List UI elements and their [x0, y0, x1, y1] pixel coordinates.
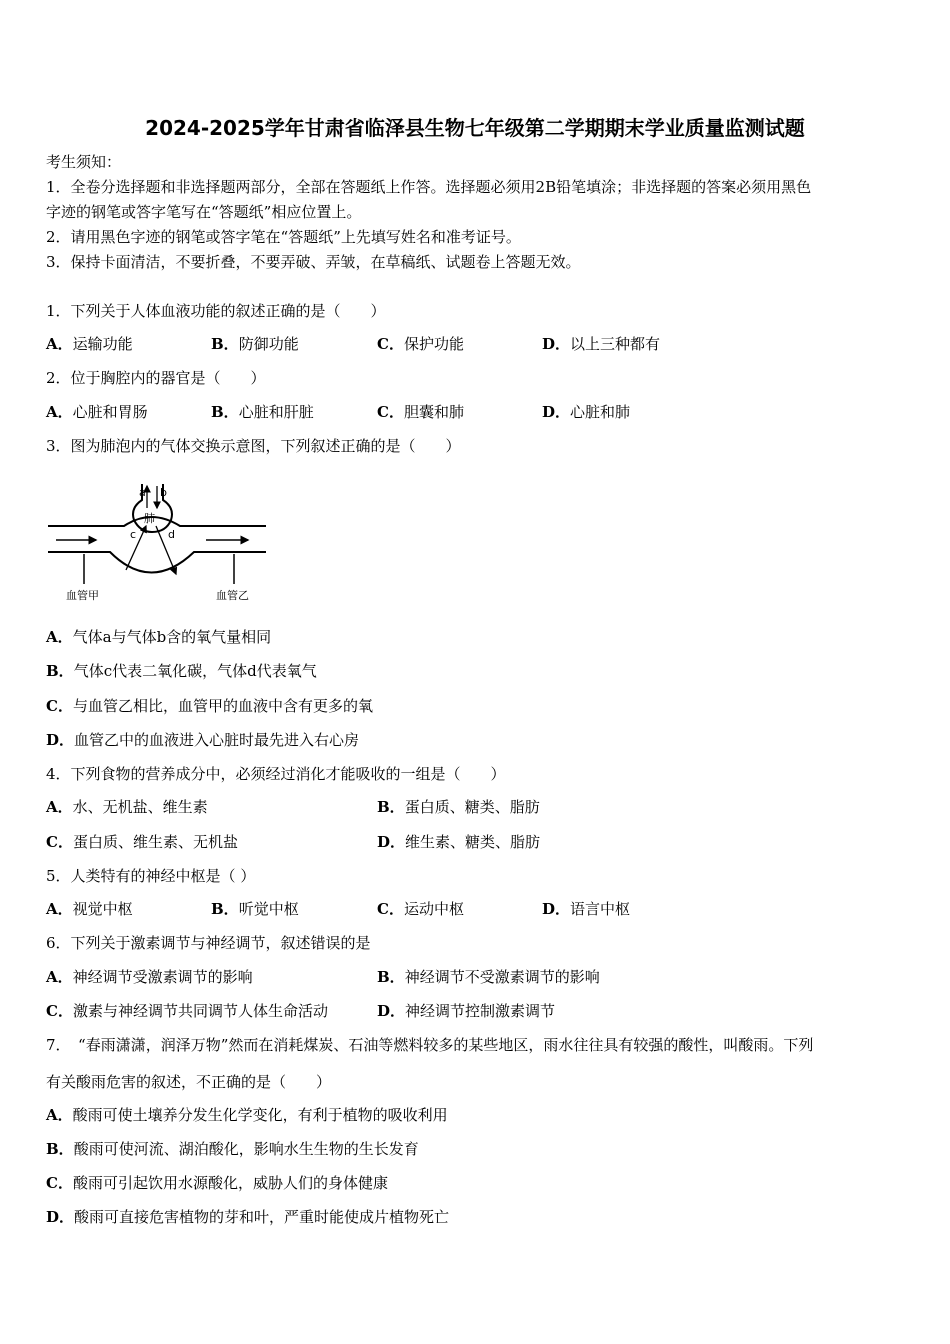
- label-a: a: [139, 486, 146, 499]
- option-c: C．胆囊和肺: [377, 403, 464, 421]
- option-d: D．以上三种都有: [542, 335, 661, 353]
- option-d: D．语言中枢: [542, 900, 631, 918]
- option-b: B．酸雨可使河流、湖泊酸化，影响水生生物的生长发育: [46, 1140, 419, 1158]
- notice-line: 3．保持卡面清洁，不要折叠，不要弄破、弄皱，在草稿纸、试题卷上答题无效。: [46, 253, 581, 271]
- option-c: C．运动中枢: [377, 900, 464, 918]
- option-a: A．心脏和胃肠: [46, 403, 148, 421]
- option-c: C．激素与神经调节共同调节人体生命活动: [46, 1002, 328, 1020]
- question-stem: 2．位于胸腔内的器官是（ ）: [46, 369, 266, 387]
- question-stem: 4．下列食物的营养成分中，必须经过消化才能吸收的一组是（ ）: [46, 765, 506, 783]
- question-stem-continued: 有关酸雨危害的叙述，不正确的是（ ）: [46, 1073, 332, 1091]
- option-b: B．防御功能: [211, 335, 299, 353]
- label-b: b: [160, 486, 167, 499]
- option-b: B．神经调节不受激素调节的影响: [377, 968, 600, 986]
- option-b: B．气体c代表二氧化碳，气体d代表氧气: [46, 662, 317, 680]
- question-stem: 7． “春雨潇潇，润泽万物”然而在消耗煤炭、石油等燃料较多的某些地区，雨水往往具有较强的酸性，叫酸雨。下列: [46, 1036, 814, 1054]
- label-d: d: [168, 528, 175, 541]
- option-a: A．酸雨可使土壤养分发生化学变化，有利于植物的吸收利用: [46, 1106, 448, 1124]
- option-d: D．血管乙中的血液进入心脏时最先进入右心房: [46, 731, 360, 749]
- option-c: C．与血管乙相比，血管甲的血液中含有更多的氧: [46, 697, 373, 715]
- option-d: D．酸雨可直接危害植物的芽和叶，严重时能使成片植物死亡: [46, 1208, 450, 1226]
- option-c: C．蛋白质、维生素、无机盐: [46, 833, 238, 851]
- option-a: A．气体a与气体b含的氧气量相同: [46, 628, 272, 646]
- option-b: B．蛋白质、糖类、脂肪: [377, 798, 540, 816]
- option-b: B．心脏和肝脏: [211, 403, 314, 421]
- alveolus-gas-exchange-diagram: [44, 478, 270, 606]
- notice-line: 2．请用黑色字迹的钢笔或答字笔在“答题纸”上先填写姓名和准考证号。: [46, 228, 521, 246]
- label-vessel-right: 血管乙: [216, 589, 249, 602]
- option-d: D．心脏和肺: [542, 403, 631, 421]
- page-title: 2024-2025学年甘肃省临泽县生物七年级第二学期期末学业质量监测试题: [145, 116, 805, 140]
- diagram-svg: [44, 478, 270, 606]
- label-alveolus: 肺: [144, 512, 155, 525]
- question-stem: 5．人类特有的神经中枢是（ ）: [46, 867, 256, 885]
- vessel-upper-wall: [48, 517, 266, 526]
- option-c: C．酸雨可引起饮用水源酸化，威胁人们的身体健康: [46, 1174, 388, 1192]
- notice-heading: 考生须知：: [46, 153, 122, 171]
- option-d: D．神经调节控制激素调节: [377, 1002, 556, 1020]
- notice-line: 字迹的钢笔或答字笔写在“答题纸”相应位置上。: [46, 203, 362, 221]
- option-c: C．保护功能: [377, 335, 464, 353]
- option-d: D．维生素、糖类、脂肪: [377, 833, 541, 851]
- question-stem: 1．下列关于人体血液功能的叙述正确的是（ ）: [46, 302, 386, 320]
- label-vessel-left: 血管甲: [66, 589, 99, 602]
- label-c: c: [130, 528, 137, 541]
- question-stem: 6．下列关于激素调节与神经调节，叙述错误的是: [46, 934, 371, 952]
- notice-line: 1．全卷分选择题和非选择题两部分，全部在答题纸上作答。选择题必须用2B铅笔填涂；非选择题的答案必须用黑色: [46, 178, 812, 196]
- question-stem: 3．图为肺泡内的气体交换示意图，下列叙述正确的是（ ）: [46, 437, 461, 455]
- option-a: A．运输功能: [46, 335, 133, 353]
- option-a: A．神经调节受激素调节的影响: [46, 968, 253, 986]
- option-b: B．听觉中枢: [211, 900, 299, 918]
- option-a: A．视觉中枢: [46, 900, 133, 918]
- option-a: A．水、无机盐、维生素: [46, 798, 208, 816]
